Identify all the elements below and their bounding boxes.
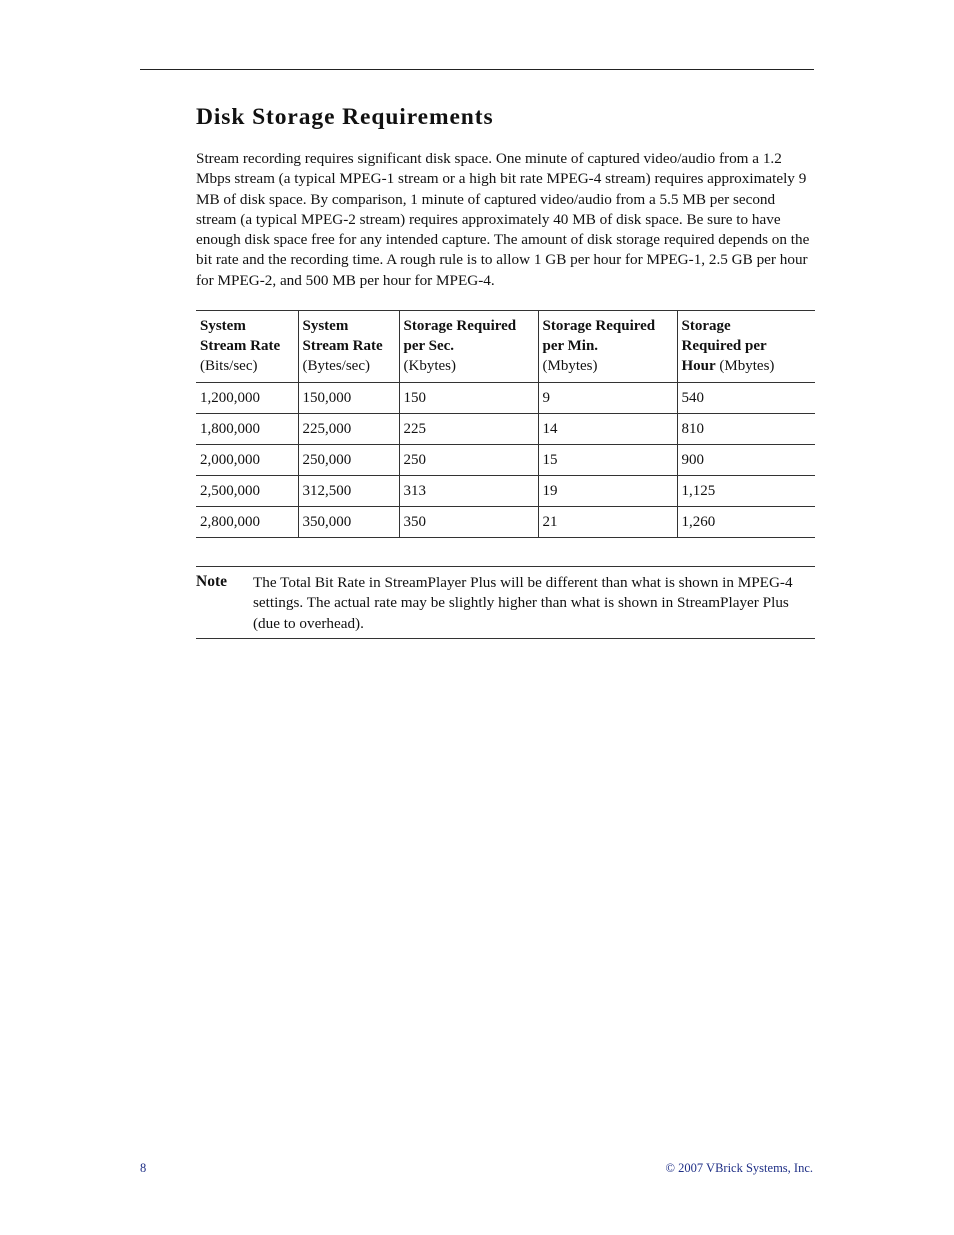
table-cell: 225,000 bbox=[298, 414, 399, 445]
note-rule-bottom bbox=[196, 638, 815, 639]
table-cell: 14 bbox=[538, 414, 677, 445]
table-row bbox=[196, 414, 815, 445]
table-cell: 350 bbox=[399, 507, 538, 538]
table-row bbox=[196, 383, 815, 414]
note-text: The Total Bit Rate in StreamPlayer Plus will be different than what is shown in MPEG-4 settings. The actual rate may be slightly higher than what is shown in StreamPlayer Plus (due to overhead). bbox=[253, 574, 793, 632]
table-cell: 1,260 bbox=[677, 507, 815, 538]
table-cell: 1,800,000 bbox=[196, 414, 298, 445]
table-cell: 15 bbox=[538, 445, 677, 476]
table-cell: 225 bbox=[399, 414, 538, 445]
table-cell: 1,125 bbox=[677, 476, 815, 507]
table-row bbox=[196, 476, 815, 507]
table-header-row bbox=[196, 311, 815, 383]
table-cell: 150 bbox=[399, 383, 538, 414]
header-storage-per-sec: Storage Required per Sec. (Kbytes) bbox=[399, 311, 538, 383]
footer-copyright: © 2007 VBrick Systems, Inc. bbox=[665, 1161, 813, 1175]
table-cell: 540 bbox=[677, 383, 815, 414]
note-label: Note bbox=[196, 573, 227, 590]
intro-paragraph: Stream recording requires significant disk space. One minute of captured video/audio from a 1.2 Mbps stream (a typical MPEG-1 stream or a high bit rate MPEG-4 stream) requires approximately 9 MB of disk space. By comparison, 1 minute of captured video/audio from a 5.5 MB per second stream (a typical MPEG-2 stream) requires approximately 40 MB of disk space. Be sure to have enough disk space free for any intended capture. The amount of disk storage required depends on the bit rate and the recording time. A rough rule is to allow 1 GB per hour for MPEG-1, 2.5 GB per hour for MPEG-2, and 500 MB per hour for MPEG-4. bbox=[196, 150, 810, 289]
table-row bbox=[196, 445, 815, 476]
table-cell: 810 bbox=[677, 414, 815, 445]
header-bytes-per-sec: System Stream Rate (Bytes/sec) bbox=[298, 311, 399, 383]
table-cell: 19 bbox=[538, 476, 677, 507]
section-title: Disk Storage Requirements bbox=[196, 104, 494, 130]
table-cell: 312,500 bbox=[298, 476, 399, 507]
table-cell: 9 bbox=[538, 383, 677, 414]
table-cell: 150,000 bbox=[298, 383, 399, 414]
table-cell: 313 bbox=[399, 476, 538, 507]
table-cell: 2,000,000 bbox=[196, 445, 298, 476]
table-cell: 250 bbox=[399, 445, 538, 476]
table-cell: 2,800,000 bbox=[196, 507, 298, 538]
table-cell: 250,000 bbox=[298, 445, 399, 476]
storage-table bbox=[196, 310, 815, 538]
header-rule bbox=[140, 69, 814, 70]
table-cell: 1,200,000 bbox=[196, 383, 298, 414]
table-cell: 21 bbox=[538, 507, 677, 538]
table-cell: 350,000 bbox=[298, 507, 399, 538]
header-storage-per-hour: Storage Required per Hour (Mbytes) bbox=[677, 311, 815, 383]
header-storage-per-min: Storage Required per Min. (Mbytes) bbox=[538, 311, 677, 383]
page-number: 8 bbox=[140, 1161, 147, 1175]
table-cell: 900 bbox=[677, 445, 815, 476]
table-cell: 2,500,000 bbox=[196, 476, 298, 507]
table-row bbox=[196, 507, 815, 538]
header-bits-per-sec: System Stream Rate (Bits/sec) bbox=[196, 311, 298, 383]
note-rule-top bbox=[196, 566, 815, 567]
